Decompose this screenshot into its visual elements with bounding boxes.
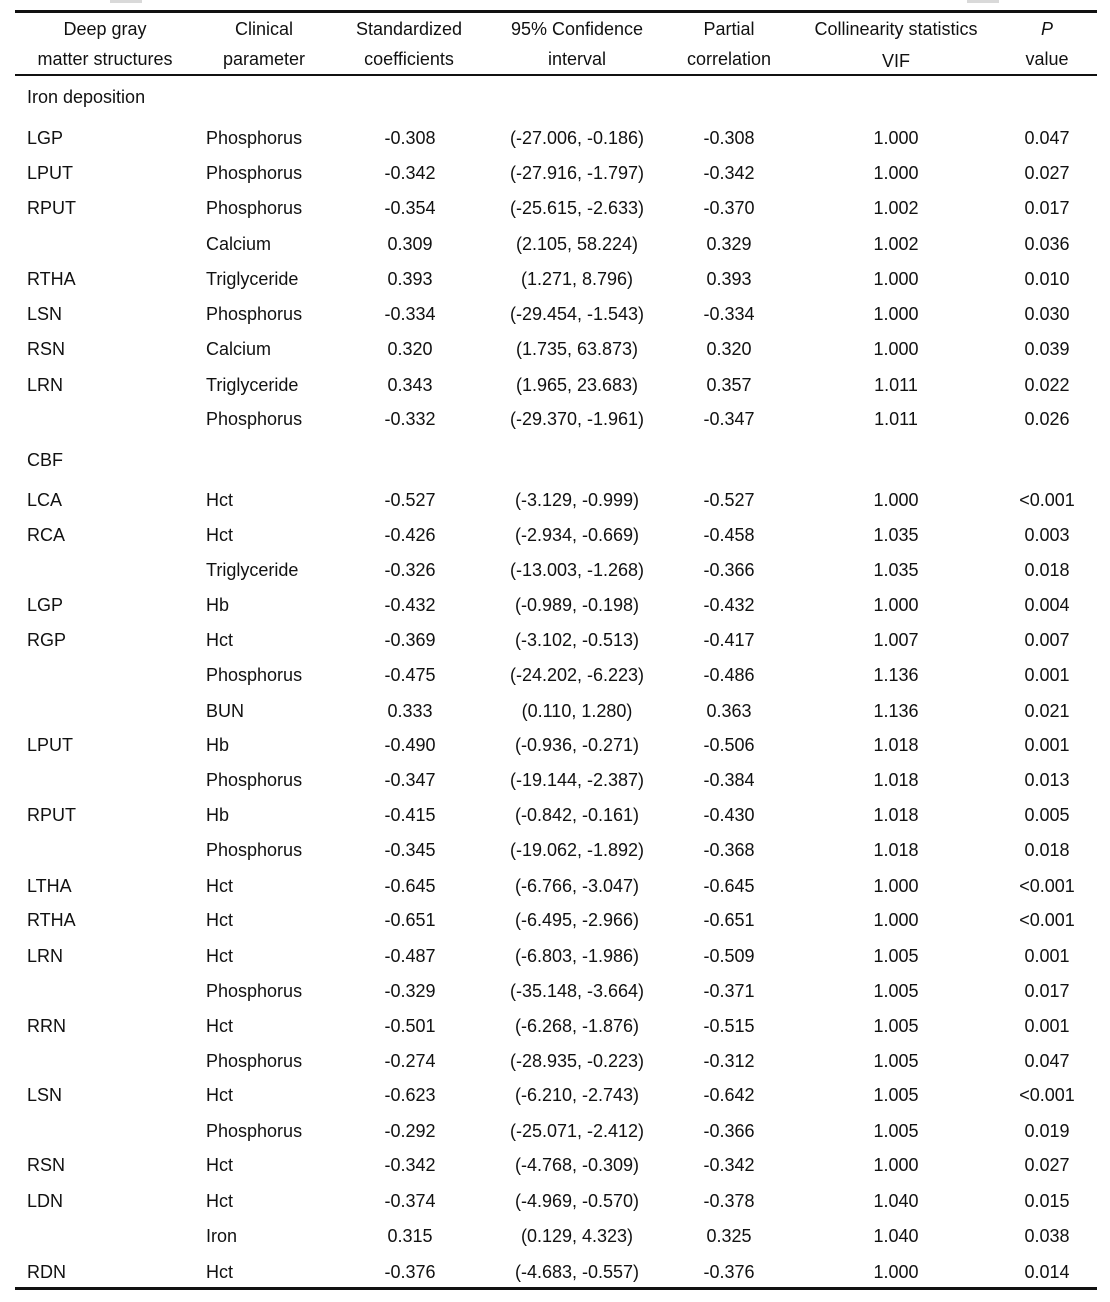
cell-p-value: 0.001 — [1024, 946, 1070, 966]
cell-vif: 1.000 — [873, 490, 919, 510]
cell-partial-correlation: 0.393 — [706, 269, 752, 289]
table-row — [0, 193, 1110, 223]
cell-parameter: Hb — [206, 595, 230, 615]
cell-structure: LPUT — [27, 163, 74, 183]
table-bottom-rule — [15, 1287, 1097, 1290]
cell-vif: 1.000 — [873, 128, 919, 148]
cell-p-value: 0.022 — [1024, 375, 1070, 395]
cell-structure: LDN — [27, 1191, 64, 1211]
cell-structure: RPUT — [27, 198, 76, 218]
cell-confidence-interval: (1.735, 63.873) — [515, 339, 639, 359]
cell-p-value: 0.018 — [1024, 840, 1070, 860]
table-row — [0, 264, 1110, 294]
cell-confidence-interval: (-2.934, -0.669) — [514, 525, 640, 545]
table-row — [0, 696, 1110, 726]
table-row — [0, 905, 1110, 935]
cell-partial-correlation: -0.342 — [703, 163, 755, 183]
cell-partial-correlation: -0.368 — [703, 840, 755, 860]
table-row — [0, 555, 1110, 585]
table-row — [0, 1150, 1110, 1180]
cell-vif: 1.005 — [873, 1051, 919, 1071]
cell-confidence-interval: (-4.969, -0.570) — [514, 1191, 640, 1211]
cell-confidence-interval: (-6.210, -2.743) — [514, 1085, 640, 1105]
cell-confidence-interval: (-28.935, -0.223) — [509, 1051, 645, 1071]
cell-vif: 1.000 — [873, 595, 919, 615]
cell-structure: RRN — [27, 1016, 66, 1036]
cell-parameter: Phosphorus — [206, 665, 303, 685]
cell-std-coefficient: -0.354 — [384, 198, 436, 218]
cell-vif: 1.018 — [873, 805, 919, 825]
cell-vif: 1.002 — [873, 198, 919, 218]
cell-confidence-interval: (-4.768, -0.309) — [514, 1155, 640, 1175]
cell-confidence-interval: (-6.268, -1.876) — [514, 1016, 640, 1036]
cell-vif: 1.002 — [873, 234, 919, 254]
cell-partial-correlation: -0.417 — [703, 630, 755, 650]
cell-std-coefficient: -0.345 — [384, 840, 436, 860]
table-row — [0, 871, 1110, 901]
cell-structure: LSN — [27, 1085, 63, 1105]
cell-parameter: Hct — [206, 490, 233, 510]
cell-partial-correlation: -0.347 — [703, 409, 755, 429]
cell-confidence-interval: (-13.003, -1.268) — [509, 560, 645, 580]
cell-vif: 1.136 — [873, 665, 919, 685]
cell-structure: RPUT — [27, 805, 76, 825]
header-std-coefficients: Standardized coefficients — [355, 19, 463, 69]
cell-std-coefficient: -0.645 — [384, 876, 436, 896]
cell-parameter: Phosphorus — [206, 770, 303, 790]
table-row — [0, 1186, 1110, 1216]
table-row — [0, 404, 1110, 434]
cell-structure: RDN — [27, 1262, 66, 1282]
cell-confidence-interval: (-6.803, -1.986) — [514, 946, 640, 966]
cell-p-value: 0.047 — [1024, 128, 1070, 148]
cell-p-value: 0.021 — [1024, 701, 1070, 721]
cell-std-coefficient: -0.274 — [384, 1051, 436, 1071]
cell-std-coefficient: -0.475 — [384, 665, 436, 685]
cell-confidence-interval: (-25.615, -2.633) — [509, 198, 645, 218]
cell-partial-correlation: 0.325 — [706, 1226, 752, 1246]
cell-structure: LRN — [27, 375, 64, 395]
cell-p-value: 0.030 — [1024, 304, 1070, 324]
cell-std-coefficient: -0.374 — [384, 1191, 436, 1211]
cell-parameter: Hb — [206, 735, 230, 755]
cell-confidence-interval: (-35.148, -3.664) — [509, 981, 645, 1001]
table-row — [0, 730, 1110, 760]
cell-p-value: 0.001 — [1024, 735, 1070, 755]
cell-vif: 1.040 — [873, 1226, 919, 1246]
cell-std-coefficient: 0.320 — [387, 339, 433, 359]
cell-std-coefficient: -0.326 — [384, 560, 436, 580]
cell-p-value: 0.015 — [1024, 1191, 1070, 1211]
cell-structure: RTHA — [27, 269, 76, 289]
cell-std-coefficient: 0.393 — [387, 269, 433, 289]
cell-partial-correlation: 0.357 — [706, 375, 752, 395]
cell-vif: 1.035 — [873, 525, 919, 545]
cell-parameter: Phosphorus — [206, 981, 303, 1001]
table-row — [0, 485, 1110, 515]
cell-p-value: 0.004 — [1024, 595, 1070, 615]
cell-parameter: Phosphorus — [206, 128, 303, 148]
cell-std-coefficient: -0.415 — [384, 805, 436, 825]
cell-std-coefficient: -0.342 — [384, 1155, 436, 1175]
cell-parameter: Hct — [206, 1262, 233, 1282]
cell-partial-correlation: 0.329 — [706, 234, 752, 254]
cell-confidence-interval: (-0.936, -0.271) — [514, 735, 640, 755]
cell-vif: 1.018 — [873, 770, 919, 790]
cell-std-coefficient: -0.432 — [384, 595, 436, 615]
cell-std-coefficient: -0.329 — [384, 981, 436, 1001]
cell-partial-correlation: -0.509 — [703, 946, 755, 966]
cell-std-coefficient: -0.623 — [384, 1085, 436, 1105]
cell-std-coefficient: 0.309 — [387, 234, 433, 254]
cell-parameter: Hb — [206, 805, 230, 825]
cell-parameter: Triglyceride — [206, 375, 299, 395]
cell-parameter: Phosphorus — [206, 409, 303, 429]
cell-std-coefficient: -0.334 — [384, 304, 436, 324]
table-row — [0, 800, 1110, 830]
cell-parameter: Phosphorus — [206, 163, 303, 183]
cell-p-value: 0.036 — [1024, 234, 1070, 254]
table-row — [0, 625, 1110, 655]
cell-confidence-interval: (-24.202, -6.223) — [509, 665, 645, 685]
cell-partial-correlation: -0.366 — [703, 1121, 755, 1141]
cell-partial-correlation: -0.384 — [703, 770, 755, 790]
cell-partial-correlation: -0.642 — [703, 1085, 755, 1105]
page-edge-mark-left — [110, 0, 142, 3]
table-row — [0, 1221, 1110, 1251]
cell-structure: RTHA — [27, 910, 76, 930]
cell-structure: LTHA — [27, 876, 72, 896]
cell-structure: LSN — [27, 304, 63, 324]
cell-p-value: 0.026 — [1024, 409, 1070, 429]
table-row — [0, 660, 1110, 690]
cell-std-coefficient: -0.308 — [384, 128, 436, 148]
cell-std-coefficient: -0.342 — [384, 163, 436, 183]
cell-partial-correlation: -0.308 — [703, 128, 755, 148]
cell-p-value: 0.027 — [1024, 163, 1070, 183]
table-row — [0, 976, 1110, 1006]
cell-parameter: Hct — [206, 525, 233, 545]
cell-p-value: 0.017 — [1024, 198, 1070, 218]
section-title: Iron deposition — [27, 87, 146, 107]
cell-partial-correlation: -0.486 — [703, 665, 755, 685]
cell-confidence-interval: (0.110, 1.280) — [521, 701, 633, 721]
table-top-rule — [15, 10, 1097, 13]
cell-confidence-interval: (-6.495, -2.966) — [514, 910, 640, 930]
table-row — [0, 1116, 1110, 1146]
table-row — [0, 765, 1110, 795]
cell-parameter: Triglyceride — [206, 560, 299, 580]
cell-confidence-interval: (2.105, 58.224) — [515, 234, 639, 254]
cell-parameter: BUN — [206, 701, 245, 721]
cell-parameter: Triglyceride — [206, 269, 299, 289]
cell-structure: LCA — [27, 490, 63, 510]
cell-parameter: Phosphorus — [206, 304, 303, 324]
cell-parameter: Phosphorus — [206, 198, 303, 218]
cell-parameter: Hct — [206, 1191, 233, 1211]
cell-confidence-interval: (-0.989, -0.198) — [514, 595, 640, 615]
cell-partial-correlation: -0.376 — [703, 1262, 755, 1282]
cell-std-coefficient: -0.376 — [384, 1262, 436, 1282]
table-row — [0, 1257, 1110, 1287]
cell-p-value: <0.001 — [1019, 490, 1075, 510]
cell-confidence-interval: (-6.766, -3.047) — [514, 876, 640, 896]
cell-parameter: Hct — [206, 876, 233, 896]
cell-vif: 1.011 — [874, 409, 918, 429]
cell-structure: RCA — [27, 525, 66, 545]
cell-vif: 1.005 — [873, 1085, 919, 1105]
cell-p-value: 0.001 — [1024, 665, 1070, 685]
cell-partial-correlation: -0.458 — [703, 525, 755, 545]
cell-vif: 1.005 — [873, 981, 919, 1001]
table-row — [0, 1080, 1110, 1110]
cell-p-value: 0.001 — [1024, 1016, 1070, 1036]
cell-partial-correlation: -0.366 — [703, 560, 755, 580]
header-parameter: Clinical parameter — [222, 19, 306, 69]
table-row — [0, 835, 1110, 865]
cell-vif: 1.018 — [873, 735, 919, 755]
cell-std-coefficient: -0.527 — [384, 490, 436, 510]
cell-partial-correlation: -0.370 — [703, 198, 755, 218]
cell-parameter: Phosphorus — [206, 1051, 303, 1071]
cell-partial-correlation: -0.515 — [703, 1016, 755, 1036]
cell-partial-correlation: -0.342 — [703, 1155, 755, 1175]
cell-std-coefficient: 0.343 — [387, 375, 433, 395]
cell-partial-correlation: -0.432 — [703, 595, 755, 615]
cell-confidence-interval: (-19.062, -1.892) — [509, 840, 645, 860]
cell-vif: 1.000 — [873, 304, 919, 324]
cell-parameter: Hct — [206, 1155, 233, 1175]
page-edge-mark-right — [967, 0, 999, 3]
header-p-value: P value — [1025, 19, 1069, 69]
cell-confidence-interval: (-29.454, -1.543) — [509, 304, 645, 324]
table-row — [0, 1046, 1110, 1076]
cell-structure: LGP — [27, 595, 64, 615]
header-vif: Collinearity statistics VIF — [814, 19, 978, 71]
cell-std-coefficient: 0.315 — [387, 1226, 433, 1246]
cell-vif: 1.000 — [873, 876, 919, 896]
cell-p-value: 0.039 — [1024, 339, 1070, 359]
cell-p-value: <0.001 — [1019, 910, 1075, 930]
cell-vif: 1.018 — [873, 840, 919, 860]
header-structures: Deep gray matter structures — [37, 19, 173, 69]
cell-structure: RSN — [27, 1155, 66, 1175]
cell-p-value: 0.003 — [1024, 525, 1070, 545]
cell-vif: 1.000 — [873, 339, 919, 359]
cell-parameter: Phosphorus — [206, 840, 303, 860]
cell-parameter: Hct — [206, 946, 233, 966]
cell-vif: 1.005 — [873, 1016, 919, 1036]
cell-p-value: 0.017 — [1024, 981, 1070, 1001]
cell-p-value: 0.007 — [1024, 630, 1070, 650]
cell-partial-correlation: 0.363 — [706, 701, 752, 721]
cell-parameter: Hct — [206, 1085, 233, 1105]
cell-std-coefficient: -0.487 — [384, 946, 436, 966]
cell-vif: 1.005 — [873, 1121, 919, 1141]
cell-std-coefficient: 0.333 — [387, 701, 433, 721]
header-p-italic: P — [1040, 19, 1053, 39]
header-partial-correlation: Partial correlation — [686, 19, 772, 69]
cell-parameter: Hct — [206, 1016, 233, 1036]
cell-vif: 1.040 — [873, 1191, 919, 1211]
cell-parameter: Hct — [206, 630, 233, 650]
table-row — [0, 520, 1110, 550]
cell-structure: RSN — [27, 339, 66, 359]
cell-confidence-interval: (0.129, 4.323) — [520, 1226, 634, 1246]
table-row — [0, 1011, 1110, 1041]
cell-confidence-interval: (-29.370, -1.961) — [509, 409, 645, 429]
section-title: CBF — [27, 450, 63, 470]
table-row — [0, 229, 1110, 259]
cell-parameter: Phosphorus — [206, 1121, 303, 1141]
table-row — [0, 299, 1110, 329]
cell-partial-correlation: -0.527 — [703, 490, 755, 510]
cell-parameter: Calcium — [206, 339, 272, 359]
cell-vif: 1.011 — [874, 375, 918, 395]
cell-partial-correlation: 0.320 — [706, 339, 752, 359]
cell-partial-correlation: -0.371 — [703, 981, 755, 1001]
cell-partial-correlation: -0.334 — [703, 304, 755, 324]
cell-std-coefficient: -0.651 — [384, 910, 436, 930]
cell-p-value: 0.047 — [1024, 1051, 1070, 1071]
cell-confidence-interval: (-3.129, -0.999) — [514, 490, 640, 510]
cell-confidence-interval: (-25.071, -2.412) — [509, 1121, 645, 1141]
cell-std-coefficient: -0.501 — [384, 1016, 436, 1036]
cell-p-value: 0.018 — [1024, 560, 1070, 580]
header-confidence-interval: 95% Confidence interval — [510, 19, 644, 69]
cell-partial-correlation: -0.430 — [703, 805, 755, 825]
cell-p-value: 0.005 — [1024, 805, 1070, 825]
cell-p-value: <0.001 — [1019, 876, 1075, 896]
cell-confidence-interval: (-27.006, -0.186) — [509, 128, 645, 148]
cell-confidence-interval: (-0.842, -0.161) — [514, 805, 640, 825]
cell-std-coefficient: -0.347 — [384, 770, 436, 790]
cell-confidence-interval: (-4.683, -0.557) — [514, 1262, 640, 1282]
cell-partial-correlation: -0.506 — [703, 735, 755, 755]
cell-partial-correlation: -0.645 — [703, 876, 755, 896]
cell-parameter: Iron — [206, 1226, 238, 1246]
cell-structure: RGP — [27, 630, 67, 650]
cell-p-value: 0.019 — [1024, 1121, 1070, 1141]
table-row — [0, 158, 1110, 188]
cell-confidence-interval: (-19.144, -2.387) — [509, 770, 645, 790]
cell-confidence-interval: (-27.916, -1.797) — [509, 163, 645, 183]
table-header-rule — [15, 74, 1097, 76]
cell-std-coefficient: -0.426 — [384, 525, 436, 545]
cell-structure: LPUT — [27, 735, 74, 755]
table-row — [0, 941, 1110, 971]
cell-parameter: Hct — [206, 910, 233, 930]
cell-parameter: Calcium — [206, 234, 272, 254]
cell-p-value: <0.001 — [1019, 1085, 1075, 1105]
cell-p-value: 0.014 — [1024, 1262, 1070, 1282]
cell-confidence-interval: (1.965, 23.683) — [515, 375, 639, 395]
cell-structure: LGP — [27, 128, 64, 148]
cell-partial-correlation: -0.378 — [703, 1191, 755, 1211]
cell-p-value: 0.013 — [1024, 770, 1070, 790]
table-row — [0, 123, 1110, 153]
cell-vif: 1.000 — [873, 910, 919, 930]
cell-partial-correlation: -0.312 — [703, 1051, 755, 1071]
cell-vif: 1.000 — [873, 1262, 919, 1282]
table-row — [0, 334, 1110, 364]
cell-std-coefficient: -0.292 — [384, 1121, 436, 1141]
cell-vif: 1.035 — [873, 560, 919, 580]
cell-std-coefficient: -0.490 — [384, 735, 436, 755]
table-row — [0, 370, 1110, 400]
cell-std-coefficient: -0.332 — [384, 409, 436, 429]
cell-vif: 1.000 — [873, 269, 919, 289]
cell-vif: 1.005 — [873, 946, 919, 966]
cell-vif: 1.136 — [873, 701, 919, 721]
cell-p-value: 0.038 — [1024, 1226, 1070, 1246]
cell-p-value: 0.027 — [1024, 1155, 1070, 1175]
cell-std-coefficient: -0.369 — [384, 630, 436, 650]
cell-vif: 1.000 — [873, 1155, 919, 1175]
table-row — [0, 590, 1110, 620]
cell-structure: LRN — [27, 946, 64, 966]
cell-confidence-interval: (-3.102, -0.513) — [514, 630, 640, 650]
cell-p-value: 0.010 — [1024, 269, 1070, 289]
cell-confidence-interval: (1.271, 8.796) — [520, 269, 634, 289]
cell-partial-correlation: -0.651 — [703, 910, 755, 930]
cell-vif: 1.007 — [873, 630, 919, 650]
cell-vif: 1.000 — [873, 163, 919, 183]
